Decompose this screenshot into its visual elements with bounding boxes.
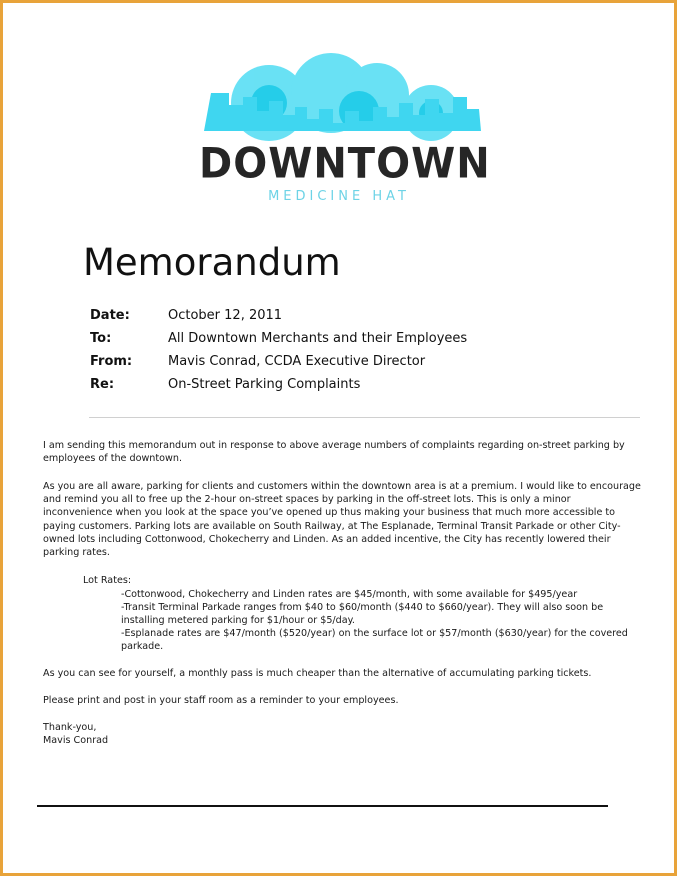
rate-item: -Cottonwood, Chokecherry and Linden rates are $45/month, with some available for $495/year <box>121 589 578 600</box>
lot-rates-label: Lot Rates: <box>83 575 132 586</box>
to-value: All Downtown Merchants and their Employees <box>168 331 468 346</box>
rate-item: -Esplanade rates are $47/month ($520/year) on the surface lot or $57/month ($630/year) for the covered parkade. <box>121 628 628 653</box>
to-label: To: <box>90 331 112 346</box>
logo-subtitle: MEDICINE HAT <box>268 189 410 204</box>
re-label: Re: <box>90 377 115 392</box>
paragraph-comparison: As you can see for yourself, a monthly pass is much cheaper than the alternative of accumulating parking tickets. <box>43 668 592 679</box>
paragraph-intro: I am sending this memorandum out in response to above average numbers of complaints regarding on-street parking by employees of the downtown. <box>43 440 625 465</box>
header-divider <box>89 417 640 418</box>
paragraph-parking: As you are all aware, parking for clients and customers within the downtown area is at a premium. I would like to encourage and remind you all to free up the 2-hour on-street spaces by parking in the off-street lots. This is only a minor inconvenience when you look at the space you’ve opened up thus making your business that much more accessible to paying customers. Parking lots are available on South Railway, at The Esplanade, Terminal Transit Parkade or other City-owned lots including Cottonwood, Chokecherry and Linden. As an added incentive, the City has recently lowered their parking rates. <box>43 481 641 559</box>
closing-line: Thank-you, <box>43 722 97 733</box>
date-label: Date: <box>90 308 130 323</box>
signature-name: Mavis Conrad <box>43 735 109 746</box>
paragraph-request: Please print and post in your staff room as a reminder to your employees. <box>43 695 399 706</box>
rate-item: -Transit Terminal Parkade ranges from $40 to $60/month ($440 to $660/year). They will also soon be installing metered parking for $1/hour or $5/day. <box>121 602 604 627</box>
page-title: Memorandum <box>83 241 341 284</box>
footer-divider <box>37 805 608 807</box>
memo-page <box>3 3 674 873</box>
logo-wordmark: DOWNTOWN <box>199 139 491 189</box>
from-value: Mavis Conrad, CCDA Executive Director <box>168 354 426 369</box>
re-value: On-Street Parking Complaints <box>168 377 361 392</box>
date-value: October 12, 2011 <box>168 308 283 323</box>
from-label: From: <box>90 354 133 369</box>
